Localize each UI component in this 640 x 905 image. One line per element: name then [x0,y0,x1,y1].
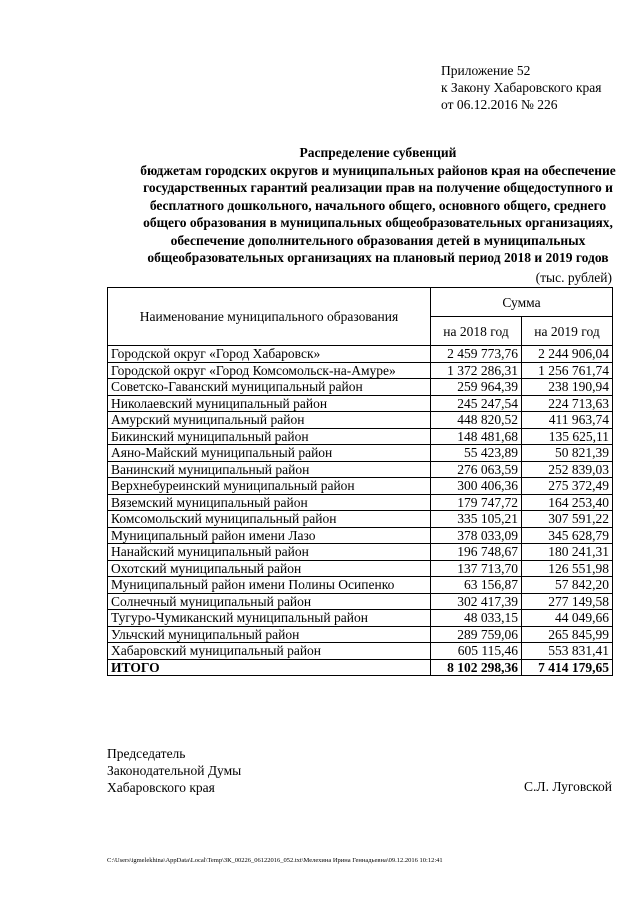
appendix-date: от 06.12.2016 № 226 [441,97,558,112]
header-2019: на 2019 год [522,317,613,346]
table-row [108,593,613,610]
amount-2018: 378 033,09 [431,527,522,544]
municipality-name: Солнечный муниципальный район [108,593,431,610]
appendix-number: Приложение 52 [441,63,531,78]
signature-title1: Председатель [107,746,186,761]
municipality-name: Ульчский муниципальный район [108,626,431,643]
municipality-name: Муниципальный район имени Полины Осипенко [108,577,431,594]
amount-2019: 180 241,31 [522,544,613,561]
table-row [108,577,613,594]
signatory-name: С.Л. Луговской [524,779,612,794]
amount-2019: 275 372,49 [522,478,613,495]
amount-2019: 553 831,41 [522,643,613,660]
amount-2018: 245 247,54 [431,395,522,412]
table-row [108,428,613,445]
amount-2018: 8 102 298,36 [431,659,522,676]
document-title [140,144,616,267]
file-path-footer: C:\Users\igmelekhina\AppData\Local\Temp\ЗК_00226_06122016_052.txt\Мелехина Ирина Геннадьевна\09.12.2016 10:12:41 [107,857,443,864]
table-row [108,445,613,462]
header-2018: на 2018 год [431,317,522,346]
amount-2019: 7 414 179,65 [522,659,613,676]
amount-2019: 57 842,20 [522,577,613,594]
appendix-header [441,62,602,113]
municipality-name: Муниципальный район имени Лазо [108,527,431,544]
amount-2019: 224 713,63 [522,395,613,412]
table-row [108,379,613,396]
municipality-name: Николаевский муниципальный район [108,395,431,412]
amount-2019: 44 049,66 [522,610,613,627]
municipality-name: Нанайский муниципальный район [108,544,431,561]
amount-2018: 179 747,72 [431,494,522,511]
amount-2018: 196 748,67 [431,544,522,561]
amount-2019: 50 821,39 [522,445,613,462]
municipality-name: Верхнебуреинский муниципальный район [108,478,431,495]
amount-2019: 135 625,11 [522,428,613,445]
table-row [108,412,613,429]
appendix-law: к Закону Хабаровского края [441,80,602,95]
municipality-name: Городской округ «Город Комсомольск-на-Амуре» [108,362,431,379]
amount-2019: 265 845,99 [522,626,613,643]
amount-2018: 55 423,89 [431,445,522,462]
amount-2019: 252 839,03 [522,461,613,478]
municipality-name: Ванинский муниципальный район [108,461,431,478]
municipality-name: Городской округ «Город Хабаровск» [108,346,431,363]
table-row [108,346,613,363]
amount-2018: 302 417,39 [431,593,522,610]
amount-2019: 1 256 761,74 [522,362,613,379]
amount-2018: 300 406,36 [431,478,522,495]
municipality-name: Аяно-Майский муниципальный район [108,445,431,462]
header-sum: Сумма [431,288,613,317]
amount-2018: 289 759,06 [431,626,522,643]
municipality-name: Охотский муниципальный район [108,560,431,577]
header-name: Наименование муниципального образования [108,288,431,346]
amount-2018: 1 372 286,31 [431,362,522,379]
table-row [108,362,613,379]
municipality-name: Хабаровский муниципальный район [108,643,431,660]
table-row [108,626,613,643]
table-row [108,461,613,478]
amount-2018: 48 033,15 [431,610,522,627]
signature-block [107,745,241,796]
amount-2018: 448 820,52 [431,412,522,429]
signature-title3: Хабаровского края [107,780,215,795]
title-line2: бюджетам городских округов и муниципальных районов края на обеспечение государственных гарантий реализации прав на получение общедоступного и бесплатного дошкольного, начального общего, основного общего, среднего общего образования в муниципальных общеобразовательных организациях, обеспечение дополнительного образования детей в муниципальных общеобразовательных организациях на плановый период 2018 и 2019 годов [140,162,616,265]
table-row [108,544,613,561]
amount-2019: 2 244 906,04 [522,346,613,363]
amount-2019: 345 628,79 [522,527,613,544]
amount-2018: 605 115,46 [431,643,522,660]
amount-2019: 126 551,98 [522,560,613,577]
table-row [108,643,613,660]
amount-2018: 137 713,70 [431,560,522,577]
amount-2018: 259 964,39 [431,379,522,396]
amount-2019: 307 591,22 [522,511,613,528]
title-line1: Распределение субвенций [299,145,457,160]
amount-2018: 2 459 773,76 [431,346,522,363]
table-row [108,610,613,627]
units-label: (тыс. рублей) [535,270,612,285]
table-row [108,511,613,528]
municipality-name: Бикинский муниципальный район [108,428,431,445]
table-row [108,395,613,412]
total-row [108,659,613,676]
table-row [108,560,613,577]
amount-2018: 148 481,68 [431,428,522,445]
amount-2019: 411 963,74 [522,412,613,429]
municipality-name: ИТОГО [108,659,431,676]
municipality-name: Тугуро-Чумиканский муниципальный район [108,610,431,627]
amount-2018: 276 063,59 [431,461,522,478]
municipality-name: Вяземский муниципальный район [108,494,431,511]
amount-2019: 277 149,58 [522,593,613,610]
amount-2018: 63 156,87 [431,577,522,594]
table-row [108,494,613,511]
table-row [108,478,613,495]
amount-2018: 335 105,21 [431,511,522,528]
municipality-name: Комсомольский муниципальный район [108,511,431,528]
amount-2019: 164 253,40 [522,494,613,511]
municipality-name: Амурский муниципальный район [108,412,431,429]
table-row [108,527,613,544]
signature-title2: Законодательной Думы [107,763,242,778]
amount-2019: 238 190,94 [522,379,613,396]
municipality-name: Советско-Гаванский муниципальный район [108,379,431,396]
subsidies-table [107,287,613,676]
